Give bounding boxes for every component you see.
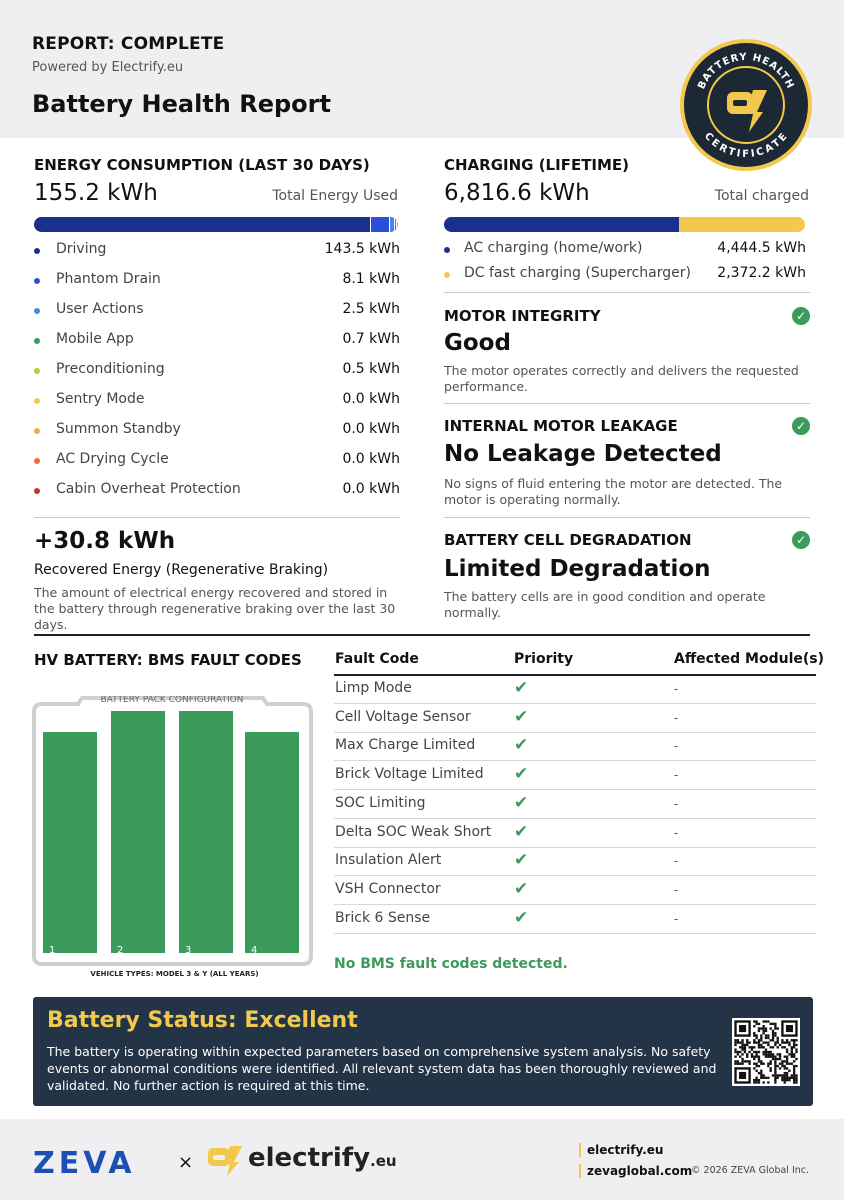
energy-item-value: 2.5 kWh [342,301,400,317]
divider [34,517,400,518]
energy-bar-segment [397,217,398,232]
energy-item-label: User Actions [56,301,144,317]
energy-bar-segment [371,217,390,232]
energy-item-label: Driving [56,241,107,257]
motor-leakage-block [444,417,810,509]
check-icon: ✔ [514,850,529,871]
affected-module: - [674,710,679,725]
fault-code: VSH Connector [335,880,441,897]
affected-module: - [674,796,679,811]
battery-status-title: Battery Status: Excellent [47,1008,358,1033]
battery-module-number: 1 [49,945,56,956]
affected-module: - [674,911,679,926]
cell-degradation-value: Limited Degradation [444,556,711,582]
charging-total-label: Total charged [714,188,809,204]
electrify-logo-text: electrify [248,1143,371,1173]
energy-item [34,418,400,448]
times-symbol: × [178,1152,194,1173]
charging-item-value: 4,444.5 kWh [717,240,806,256]
table-row [334,732,816,761]
energy-item [34,358,400,388]
battery-module-number: 3 [185,945,192,956]
energy-item [34,298,400,328]
table-row [334,847,816,876]
motor-leakage-description: No signs of fluid entering the motor are detected. The motor is operating normally. [444,476,783,507]
pack-title-text: BATTERY PACK CONFIGURATION [100,696,244,705]
table-row [334,905,816,934]
copyright: © 2026 ZEVA Global Inc. [691,1165,810,1176]
fault-code: Brick Voltage Limited [335,766,484,783]
powered-by: Powered by Electrify.eu [32,60,184,75]
check-icon: ✔ [514,878,529,899]
energy-item-label: Phantom Drain [56,271,161,287]
badge-bottom-text: CERTIFICATE [701,130,791,161]
energy-item-value: 8.1 kWh [342,271,400,287]
check-icon: ✓ [792,531,810,549]
legend-dot-icon [34,488,40,494]
certificate-badge-icon [679,38,813,172]
qr-code-icon[interactable] [732,1018,800,1086]
energy-item-value: 0.0 kWh [342,421,400,437]
charging-title: CHARGING (LIFETIME) [444,156,630,174]
check-icon: ✔ [514,706,529,727]
motor-integrity-title: MOTOR INTEGRITY [444,307,601,325]
affected-module: - [674,768,679,783]
energy-item [34,238,400,268]
electrify-logo-icon [206,1142,244,1176]
legend-dot-icon [34,398,40,404]
battery-status-box [33,997,813,1106]
fault-code: SOC Limiting [335,794,426,811]
check-icon: ✓ [792,417,810,435]
table-row [334,675,816,704]
check-icon: ✔ [514,792,529,813]
recovered-value: +30.8 kWh [34,528,176,554]
page-title: Battery Health Report [32,90,331,118]
cell-degradation-description: The battery cells are in good condition and operate normally. [444,589,766,620]
check-icon: ✓ [792,307,810,325]
battery-module [178,710,234,954]
fault-header-module: Affected Module(s) [674,651,825,667]
legend-dot-icon [34,278,40,284]
divider [444,292,810,293]
energy-item [34,388,400,418]
zeva-logo: ZEVA [33,1146,136,1181]
energy-item-value: 143.5 kWh [324,241,400,257]
no-faults-message: No BMS fault codes detected. [334,956,568,972]
energy-title: ENERGY CONSUMPTION (LAST 30 DAYS) [34,156,370,174]
affected-module: - [674,854,679,869]
divider [444,517,810,518]
energy-item [34,328,400,358]
fault-code: Max Charge Limited [335,737,476,754]
divider [444,403,810,404]
motor-leakage-title: INTERNAL MOTOR LEAKAGE [444,417,678,435]
cell-degradation-title: BATTERY CELL DEGRADATION [444,531,692,549]
section-divider [34,634,810,636]
battery-module-number: 4 [251,945,258,956]
charging-bar-segment [444,217,679,232]
check-icon: ✔ [514,764,529,785]
fault-code: Insulation Alert [335,852,442,869]
electrify-logo-suffix: .eu [370,1152,397,1170]
battery-status-text: The battery is operating within expected parameters based on comprehensive system analysis. No safety events or abnormal conditions were identified. All relevant system data has been thoroughly reviewed and validated. No further action is required at this time. [47,1044,717,1093]
check-icon: ✔ [514,678,529,698]
motor-integrity-value: Good [444,330,511,356]
affected-module: - [674,825,679,840]
charging-item [444,238,806,264]
battery-module [244,731,300,954]
recovered-description: The amount of electrical energy recovered and stored in the battery through regenerative braking over the last 30 days. [34,585,396,632]
energy-total-label: Total Energy Used [272,188,398,204]
charging-item-value: 2,372.2 kWh [717,265,806,281]
battery-module-number: 2 [117,945,124,956]
fault-code: Limp Mode [335,680,412,696]
energy-item-label: Sentry Mode [56,391,145,407]
electrify-logo [248,1143,397,1173]
charging-bar-segment [679,217,805,232]
pack-caption: VEHICLE TYPES: MODEL 3 & Y (ALL YEARS) [90,970,259,978]
energy-item-label: Preconditioning [56,361,165,377]
table-row [334,790,816,819]
check-icon: ✔ [514,735,529,756]
motor-leakage-value: No Leakage Detected [444,441,722,467]
bms-title: HV BATTERY: BMS FAULT CODES [34,651,302,669]
energy-stack-bar [34,217,398,232]
fault-header-priority: Priority [514,651,574,667]
energy-item-label: AC Drying Cycle [56,451,169,467]
legend-dot-icon [34,428,40,434]
link-electrify[interactable]: electrify.eu [579,1143,663,1157]
fault-code: Delta SOC Weak Short [335,823,492,840]
battery-module [110,710,166,954]
battery-pack-diagram [32,696,313,966]
energy-item-value: 0.7 kWh [342,331,400,347]
legend-dot-icon [34,338,40,344]
battery-module [42,731,98,954]
charging-total: 6,816.6 kWh [444,180,590,206]
legend-dot-icon [34,308,40,314]
energy-item-label: Mobile App [56,331,134,347]
motor-integrity-description: The motor operates correctly and delivers the requested performance. [444,363,799,394]
motor-integrity-block [444,307,810,399]
energy-item-label: Summon Standby [56,421,181,437]
cell-degradation-block [444,531,810,623]
affected-module: - [674,682,679,696]
table-row [334,704,816,733]
energy-item-label: Cabin Overheat Protection [56,481,241,497]
charging-stack-bar [444,217,805,232]
legend-dot-icon [34,248,40,254]
charging-item-label: DC fast charging (Supercharger) [464,265,691,281]
link-zevaglobal[interactable]: zevaglobal.com [579,1164,692,1178]
fault-code: Cell Voltage Sensor [335,708,471,725]
legend-dot-icon [34,458,40,464]
check-icon: ✔ [514,821,529,842]
energy-bar-segment [34,217,371,232]
energy-total: 155.2 kWh [34,180,158,206]
energy-item-value: 0.0 kWh [342,481,400,497]
energy-item-value: 0.5 kWh [342,361,400,377]
energy-item [34,268,400,298]
legend-dot-icon [444,247,450,253]
affected-module: - [674,739,679,754]
legend-dot-icon [444,272,450,278]
table-row [334,819,816,848]
legend-dot-icon [34,368,40,374]
energy-item [34,448,400,478]
affected-module: - [674,882,679,897]
check-icon: ✔ [514,907,529,928]
fault-code: Brick 6 Sense [335,909,431,926]
pack-title [101,696,244,705]
charging-item-label: AC charging (home/work) [464,240,643,256]
badge-top-text: BATTERY HEALTH [696,51,796,91]
fault-header-code: Fault Code [335,651,419,667]
recovered-label: Recovered Energy (Regenerative Braking) [34,562,329,578]
energy-item [34,478,400,508]
table-row [334,761,816,790]
report-status: REPORT: COMPLETE [32,34,225,54]
charging-item [444,263,806,289]
energy-item-value: 0.0 kWh [342,391,400,407]
energy-item-value: 0.0 kWh [342,451,400,467]
table-row [334,876,816,905]
